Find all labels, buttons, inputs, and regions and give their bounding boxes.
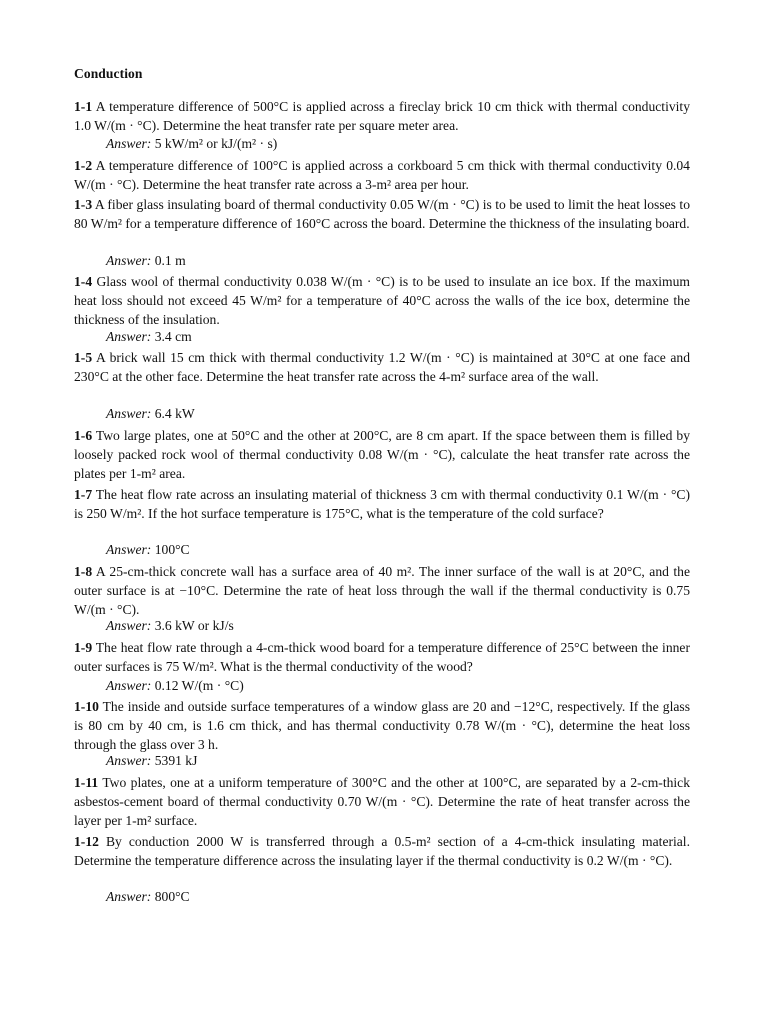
problem-text: A temperature difference of 500°C is applied across a fireclay brick 10 cm thick with thermal conductivity 1.0 W/(m · °C). Determine the heat transfer rate per square meter area. bbox=[74, 99, 690, 133]
problem-1-4 bbox=[74, 273, 690, 329]
answer-label: Answer: bbox=[106, 136, 152, 151]
problem-text: A 25-cm-thick concrete wall has a surface area of 40 m². The inner surface of the wall is at 20°C, and the outer surface is at −10°C. Determine the rate of heat loss through the wall if the thermal conductivity is 0.75 W/(m · °C). bbox=[74, 564, 691, 617]
answer-value: 0.1 m bbox=[154, 253, 186, 268]
answer-label: Answer: bbox=[106, 542, 152, 557]
problem-1-2 bbox=[74, 157, 690, 195]
problem-1-8 bbox=[74, 563, 690, 619]
answer-value: 3.4 cm bbox=[154, 329, 192, 344]
problem-1-10 bbox=[74, 698, 690, 754]
problem-text: A brick wall 15 cm thick with thermal conductivity 1.2 W/(m · °C) is maintained at 30°C at one face and 230°C at the other face. Determine the heat transfer rate across the 4-m² surface area of the wall. bbox=[74, 350, 690, 384]
answer-label: Answer: bbox=[106, 678, 152, 693]
problem-text: A temperature difference of 100°C is applied across a corkboard 5 cm thick with thermal conductivity 0.04 W/(m · °C). Determine the heat transfer rate across a 3-m² area per hour. bbox=[74, 158, 690, 192]
problem-text: Glass wool of thermal conductivity 0.038 W/(m · °C) is to be used to insulate an ice box. If the maximum heat loss should not exceed 45 W/m² for a temperature of 40°C across the walls of the ice box, determine the thickness of the insulation. bbox=[74, 274, 691, 327]
answer-label: Answer: bbox=[106, 753, 152, 768]
answer-1-1 bbox=[106, 135, 277, 154]
answer-label: Answer: bbox=[106, 406, 152, 421]
answer-value: 3.6 kW or kJ/s bbox=[154, 618, 234, 633]
problem-number: 1-8 bbox=[74, 564, 93, 579]
answer-1-5 bbox=[106, 405, 195, 424]
answer-value: 800°C bbox=[154, 889, 190, 904]
problem-text: Two plates, one at a uniform temperature of 300°C and the other at 100°C, are separated by a 2-cm-thick asbestos-cement board of thermal conductivity 0.70 W/(m · °C). Determine the rate of heat transfer across the layer per 1-m² surface. bbox=[74, 775, 691, 828]
problem-text: The inside and outside surface temperatures of a window glass are 20 and −12°C, respectively. If the glass is 80 cm by 40 cm, is 1.6 cm thick, and has thermal conductivity 0.78 W/(m · °C), determine the heat loss through the glass over 3 h. bbox=[74, 699, 690, 752]
problem-number: 1-11 bbox=[74, 775, 99, 790]
problem-number: 1-6 bbox=[74, 428, 93, 443]
problem-text: By conduction 2000 W is transferred through a 0.5-m² section of a 4-cm-thick insulating material. Determine the temperature difference across the insulating layer if the thermal conductivity is 0.2 W/(m · °C). bbox=[74, 834, 690, 868]
problem-number: 1-5 bbox=[74, 350, 93, 365]
problem-1-5 bbox=[74, 349, 690, 387]
problem-text: The heat flow rate across an insulating material of thickness 3 cm with thermal conductivity 0.1 W/(m · °C) is 250 W/m². If the hot surface temperature is 175°C, what is the temperature of the cold surface? bbox=[74, 487, 690, 521]
answer-value: 6.4 kW bbox=[154, 406, 195, 421]
problem-text: The heat flow rate through a 4-cm-thick wood board for a temperature difference of 25°C between the inner outer surfaces is 75 W/m². What is the thermal conductivity of the wood? bbox=[74, 640, 690, 674]
answer-label: Answer: bbox=[106, 889, 152, 904]
problem-1-11 bbox=[74, 774, 690, 830]
problem-1-7 bbox=[74, 486, 690, 524]
problem-1-12 bbox=[74, 833, 690, 871]
answer-1-9 bbox=[106, 677, 244, 696]
answer-label: Answer: bbox=[106, 329, 152, 344]
answer-label: Answer: bbox=[106, 618, 152, 633]
problem-text: Two large plates, one at 50°C and the other at 200°C, are 8 cm apart. If the space between them is filled by loosely packed rock wool of thermal conductivity 0.08 W/(m · °C), calculate the heat transfer rate across the plates per 1-m² area. bbox=[74, 428, 691, 481]
answer-1-3 bbox=[106, 252, 186, 271]
problem-number: 1-4 bbox=[74, 274, 93, 289]
problem-number: 1-3 bbox=[74, 197, 93, 212]
answer-1-8 bbox=[106, 617, 234, 636]
problem-number: 1-1 bbox=[74, 99, 93, 114]
problem-1-9 bbox=[74, 639, 690, 677]
answer-label: Answer: bbox=[106, 253, 152, 268]
problem-number: 1-2 bbox=[74, 158, 93, 173]
problem-1-3 bbox=[74, 196, 690, 234]
problem-1-6 bbox=[74, 427, 690, 483]
section-heading: Conduction bbox=[74, 66, 143, 81]
answer-value: 5391 kJ bbox=[154, 753, 198, 768]
answer-1-4 bbox=[106, 328, 192, 347]
problem-text: A fiber glass insulating board of thermal conductivity 0.05 W/(m · °C) is to be used to limit the heat losses to 80 W/m² for a temperature difference of 160°C across the board. Determine the thickness of the insulating board. bbox=[74, 197, 690, 231]
answer-value: 0.12 W/(m · °C) bbox=[154, 678, 244, 693]
problem-1-1 bbox=[74, 98, 690, 136]
answer-1-7 bbox=[106, 541, 190, 560]
answer-value: 5 kW/m² or kJ/(m² · s) bbox=[154, 136, 278, 151]
answer-1-10 bbox=[106, 752, 197, 771]
answer-value: 100°C bbox=[154, 542, 190, 557]
problem-number: 1-12 bbox=[74, 834, 99, 849]
problem-number: 1-10 bbox=[74, 699, 99, 714]
problem-number: 1-9 bbox=[74, 640, 93, 655]
answer-1-12 bbox=[106, 888, 190, 907]
problem-number: 1-7 bbox=[74, 487, 93, 502]
